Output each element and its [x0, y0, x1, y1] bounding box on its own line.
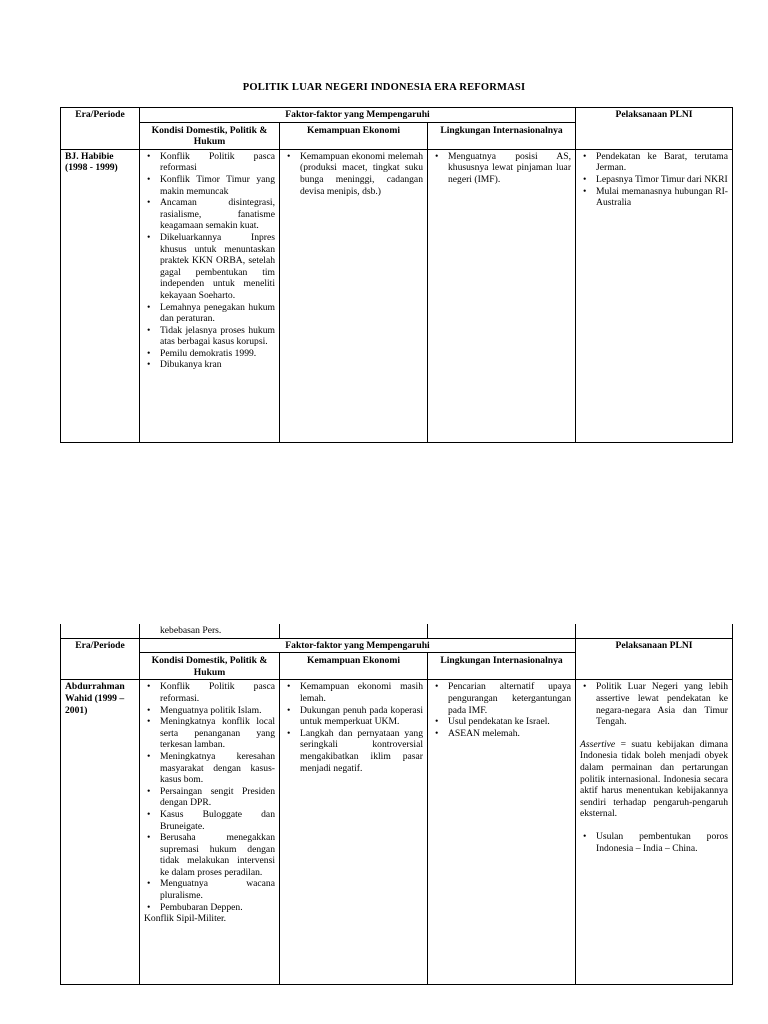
list-item: • Kemampuan ekonomi masih lemah.	[300, 681, 423, 704]
ekonomi-cell	[280, 149, 428, 442]
list-item: • Langkah dan pernyataan yang seringkali kontroversial mengakibatkan iklim pasar menjadi negatif.	[300, 728, 423, 774]
domestik-cell	[140, 680, 280, 985]
list-item: • Dikeluarkannya Inpres khusus untuk menuntaskan praktek KKN ORBA, setelah gagal pembentukan tim independen untuk meneliti kekayaan Soeharto.	[160, 232, 275, 302]
list-item: • Meningkatnya konflik local serta penanganan yang terkesan lamban.	[160, 716, 275, 751]
list-item: • Dibukanya kran	[160, 359, 275, 371]
list-item: • Menguatnya posisi AS, khususnya lewat pinjaman luar negeri (IMF).	[448, 151, 571, 186]
document-title: POLITIK LUAR NEGERI INDONESIA ERA REFORMASI	[242, 82, 526, 93]
list-item: • Pendekatan ke Barat, terutama Jerman.	[596, 151, 728, 174]
list-item: • Pencarian alternatif upaya pengurangan ketergantungan pada IMF.	[448, 681, 571, 716]
header-faktor: Faktor-faktor yang Mempengaruhi	[140, 108, 576, 123]
header-domestik: Kondisi Domestik, Politik & Hukum	[140, 122, 280, 149]
pelaksanaan-list-1	[580, 681, 728, 727]
list-item: • Dukungan penuh pada koperasi untuk memperkuat UKM.	[300, 705, 423, 728]
header-ekonomi: Kemampuan Ekonomi	[280, 122, 428, 149]
ekonomi-list	[284, 681, 423, 774]
continuation-row	[61, 624, 733, 638]
continuation-text: kebebasan Pers.	[140, 624, 280, 638]
list-item: • Mulai memanasnya hubungan RI-Australia	[596, 186, 728, 209]
list-item: • Meningkatnya keresahan masyarakat dengan kasus-kasus bom.	[160, 751, 275, 786]
domestik-list	[144, 681, 275, 913]
pelaksanaan-list	[580, 151, 728, 209]
header-row	[61, 108, 733, 123]
header-ekonomi: Kemampuan Ekonomi	[280, 653, 428, 680]
list-item: • Konflik Politik pasca reformasi.	[160, 681, 275, 704]
era-cell: BJ. Habibie (1998 - 1999)	[61, 149, 140, 442]
list-item: • Pembubaran Deppen.	[160, 902, 275, 914]
header-era: Era/Periode	[61, 108, 140, 150]
header-internasional: Lingkungan Internasionalnya	[428, 653, 576, 680]
list-item: • Tidak jelasnya proses hukum atas berbagai kasus korupsi.	[160, 325, 275, 348]
list-item: • Menguatnya wacana pluralisme.	[160, 878, 275, 901]
list-item: • Lepasnya Timor Timur dari NKRI	[596, 174, 728, 186]
internasional-list	[432, 681, 571, 739]
ekonomi-list	[284, 151, 423, 197]
assertive-text: = suatu kebijakan dimana Indonesia tidak boleh menjadi obyek dalam permainan dan pertarungan politik internasional. Indonesia secara aktif harus menentukan kebijakannya sendiri terhadap pengaruh-pengaruh eksternal.	[580, 738, 728, 820]
era-cell: Abdurrahman Wahid (1999 – 2001)	[61, 680, 140, 985]
internasional-cell	[428, 680, 576, 985]
list-item: • Persaingan sengit Presiden dengan DPR.	[160, 786, 275, 809]
list-item: • Kemampuan ekonomi melemah (produksi macet, tingkat suku bunga meninggi, cadangan devisa menipis, dsb.)	[300, 151, 423, 197]
domestik-cell	[140, 149, 280, 442]
header-era: Era/Periode	[61, 638, 140, 680]
row-wahid	[61, 680, 733, 985]
list-item: • Usul pendekatan ke Israel.	[448, 716, 571, 728]
pelaksanaan-cell	[576, 149, 733, 442]
domestik-list	[144, 151, 275, 371]
domestik-tail: Konflik Sipil-Militer.	[144, 913, 227, 925]
internasional-list	[432, 151, 571, 186]
plni-table-wahid	[60, 624, 733, 985]
pelaksanaan-list-2	[580, 831, 728, 854]
ekonomi-cell	[280, 680, 428, 985]
list-item: • Konflik Timor Timur yang makin memuncak	[160, 174, 275, 197]
assertive-term: Assertive	[580, 738, 616, 750]
list-item: • Ancaman disintegrasi, rasialisme, fanatisme keagamaan semakin kuat.	[160, 197, 275, 232]
list-item: • Usulan pembentukan poros Indonesia – India – China.	[596, 831, 728, 854]
pelaksanaan-cell	[576, 680, 733, 985]
header-faktor: Faktor-faktor yang Mempengaruhi	[140, 638, 576, 653]
list-item: • Politik Luar Negeri yang lebih assertive lewat pendekatan ke negara-negara Asia dan Timur Tengah.	[596, 681, 728, 727]
header-pelaksanaan: Pelaksanaan PLNI	[576, 638, 733, 680]
list-item: • Konflik Politik pasca reformasi	[160, 151, 275, 174]
header-internasional: Lingkungan Internasionalnya	[428, 122, 576, 149]
list-item: • Berusaha menegakkan supremasi hukum dengan tidak melakukan intervensi ke dalam proses peradilan.	[160, 832, 275, 878]
header-pelaksanaan: Pelaksanaan PLNI	[576, 108, 733, 150]
list-item: • Pemilu demokratis 1999.	[160, 348, 275, 360]
list-item: • Kasus Buloggate dan Bruneigate.	[160, 809, 275, 832]
plni-table-habibie	[60, 107, 733, 443]
internasional-cell	[428, 149, 576, 442]
assertive-definition	[580, 739, 728, 820]
list-item: • ASEAN melemah.	[448, 728, 571, 740]
list-item: • Lemahnya penegakan hukum dan peraturan.	[160, 302, 275, 325]
header-domestik: Kondisi Domestik, Politik & Hukum	[140, 653, 280, 680]
list-item: • Menguatnya politik Islam.	[160, 705, 275, 717]
row-habibie	[61, 149, 733, 442]
header-row	[61, 638, 733, 653]
